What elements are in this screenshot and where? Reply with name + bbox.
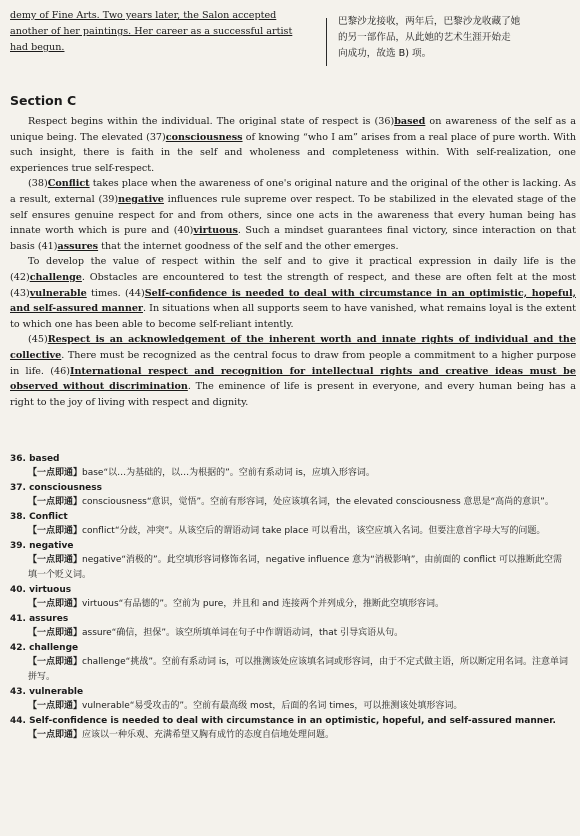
previous-line-2: another of her paintings. Her career as a successful artist xyxy=(10,26,293,37)
answer-38: Conflict xyxy=(47,178,90,190)
answer-45: Respect is an acknowledgement of the inherent worth and innate rights of individual and the collective xyxy=(10,334,576,361)
explanation-tag: 【一点即通】 xyxy=(28,468,83,478)
explanation-text: consciousness“意识，觉悟”。空前有形容词，处应该填名词，the elevated consciousness 意思是“高尚的意识”。 xyxy=(82,497,554,507)
explanation-tag: 【一点即通】 xyxy=(28,628,83,638)
explanation-text: virtuous“有品德的”。空前为 pure，并且和 and 连接两个并列成分，推断此空填形容词。 xyxy=(82,599,444,609)
text-run: (45) xyxy=(28,334,48,346)
answer-39: negative xyxy=(118,193,164,205)
previous-section-tail xyxy=(0,8,580,70)
passage-paragraph-2 xyxy=(10,176,576,254)
answer-explanation xyxy=(10,699,576,714)
text-run: To develop the value of respect within the self and to give it practical expression in daily life is the (42) xyxy=(10,256,576,283)
previous-explanation-line-1: 巴黎沙龙接收，两年后，巴黎沙龙收藏了她 xyxy=(338,16,521,27)
answer-label: 40. virtuous xyxy=(10,585,72,595)
answer-label: 41. assures xyxy=(10,614,69,624)
answer-41: assures xyxy=(57,240,99,252)
answer-item-44 xyxy=(10,714,576,743)
answer-label: 43. vulnerable xyxy=(10,687,84,697)
explanation-text: vulnerable“易受攻击的”。空前有最高级 most，后面的名词 times，可以推测该处填形容词。 xyxy=(82,701,463,711)
explanation-tag: 【一点即通】 xyxy=(28,701,83,711)
text-run: on awareness of the self as a unique being. The elevated (37) xyxy=(10,116,576,143)
section-title: Section C xyxy=(10,93,77,108)
answer-label: 42. challenge xyxy=(10,643,79,653)
answer-item-36 xyxy=(10,452,576,481)
explanation-tag: 【一点即通】 xyxy=(28,555,83,565)
explanation-tag: 【一点即通】 xyxy=(28,730,83,740)
explanation-text: assure“确信，担保”。该空所填单词在句子中作谓语动词，that 引导宾语从句。 xyxy=(82,628,404,638)
text-run: . There must be recognized as the central focus to draw from people a commitment to a higher purpose in life. (46) xyxy=(10,349,576,377)
answer-explanations xyxy=(10,452,576,743)
answer-label: 38. Conflict xyxy=(10,512,68,522)
explanation-tag: 【一点即通】 xyxy=(28,526,83,536)
previous-line-3: had begun. xyxy=(10,42,65,53)
text-run: times. (44) xyxy=(86,287,145,299)
answer-explanation xyxy=(10,728,576,743)
text-run: . Such a mindset guarantees final victory, since interaction on that basis (41) xyxy=(10,225,576,252)
previous-explanation xyxy=(338,14,576,62)
answer-explanation xyxy=(10,597,576,612)
answer-label: 39. negative xyxy=(10,541,74,551)
explanation-text: negative“消极的”。此空填形容词修饰名词，negative influence 意为“消极影响”，由前面的 conflict 可以推断此空需填一个贬义词。 xyxy=(28,555,562,580)
answer-42: challenge xyxy=(29,271,82,283)
answer-item-42 xyxy=(10,641,576,685)
text-run: takes place when the awareness of one's original nature and the original of the other is lacking. As a result, external (39) xyxy=(10,178,576,205)
answer-explanation xyxy=(10,655,576,685)
explanation-tag: 【一点即通】 xyxy=(28,497,83,507)
explanation-text: conflict“分歧，冲突”。从该空后的谓语动词 take place 可以看出，该空应填入名词。但要注意首字母大写的问题。 xyxy=(82,526,546,536)
answer-explanation xyxy=(10,524,576,539)
text-run: . The eminence of life is present in everyone, and every human being has a right to the joy of living with respect and dignity. xyxy=(10,381,576,408)
answer-44: Self-confidence is needed to deal with circumstance in an optimistic, hopeful, and self-assured manner xyxy=(10,287,576,315)
answer-36: based xyxy=(394,116,426,127)
explanation-tag: 【一点即通】 xyxy=(28,599,83,609)
answer-item-40 xyxy=(10,583,576,612)
answer-item-43 xyxy=(10,685,576,714)
text-run: Respect begins within the individual. The original state of respect is (36) xyxy=(28,116,395,127)
previous-line-1: demy of Fine Arts. Two years later, the Salon accepted xyxy=(10,10,277,21)
text-run: (38) xyxy=(28,178,48,190)
answer-explanation xyxy=(10,495,576,510)
answer-item-37 xyxy=(10,481,576,510)
text-run: . Obstacles are encountered to test the strength of respect, and these are often felt at the most (43) xyxy=(10,271,576,299)
answer-46: International respect and recognition for intellectual rights and creative ideas must be observed without discrimination xyxy=(10,365,576,393)
answer-43: vulnerable xyxy=(29,287,87,299)
explanation-tag: 【一点即通】 xyxy=(28,657,83,667)
answer-label: 44. Self-confidence is needed to deal with circumstance in an optimistic, hopeful, and self-assured manner. xyxy=(10,716,556,726)
text-run: of knowing “who I am” arises from a real place of pure worth. With such insight, there is faith in the self and wholeness and completeness within. With self-realization, one experiences true self-respect. xyxy=(10,131,576,174)
answer-label: 36. based xyxy=(10,454,60,464)
answer-item-39 xyxy=(10,539,576,583)
explanation-text: 应该以一种乐观、充满希望又胸有成竹的态度自信地处理问题。 xyxy=(82,730,335,740)
passage xyxy=(10,114,576,410)
text-run: . In situations when all supports seem to have vanished, what remains loyal is the extent to which one has been able to become self-reliant intently. xyxy=(10,303,576,330)
previous-passage-text xyxy=(10,8,310,56)
text-run: influences rule supreme over respect. To be stabilized in the elevated stage of the self ensures genuine respect for and from others, since one acts in the awareness that every human being has innate worth which is pure and (40) xyxy=(10,193,577,237)
answer-explanation xyxy=(10,466,576,481)
answer-37: consciousness xyxy=(165,131,243,143)
answer-40: virtuous xyxy=(193,225,238,237)
answer-label: 37. consciousness xyxy=(10,483,102,493)
passage-paragraph-4 xyxy=(10,332,576,410)
passage-paragraph-3 xyxy=(10,254,576,332)
passage-paragraph-1 xyxy=(10,114,576,176)
explanation-text: challenge“挑战”。空前有系动词 is，可以推测该处应该填名词或形容词，由于不定式做主语，所以断定用名词。注意单词拼写。 xyxy=(28,657,569,682)
answer-explanation xyxy=(10,553,576,583)
answer-explanation xyxy=(10,626,576,641)
previous-explanation-line-2: 的另一部作品，从此她的艺术生涯开始走 xyxy=(338,32,511,43)
explanation-text: base“以…为基础的，以…为根据的”。空前有系动词 is，应填入形容词。 xyxy=(82,468,375,478)
previous-explanation-line-3: 向成功，故选 B) 项。 xyxy=(338,48,432,59)
column-divider xyxy=(326,18,327,66)
answer-item-41 xyxy=(10,612,576,641)
text-run: that the internet goodness of the self and the other emerges. xyxy=(98,240,399,252)
answer-item-38 xyxy=(10,510,576,539)
